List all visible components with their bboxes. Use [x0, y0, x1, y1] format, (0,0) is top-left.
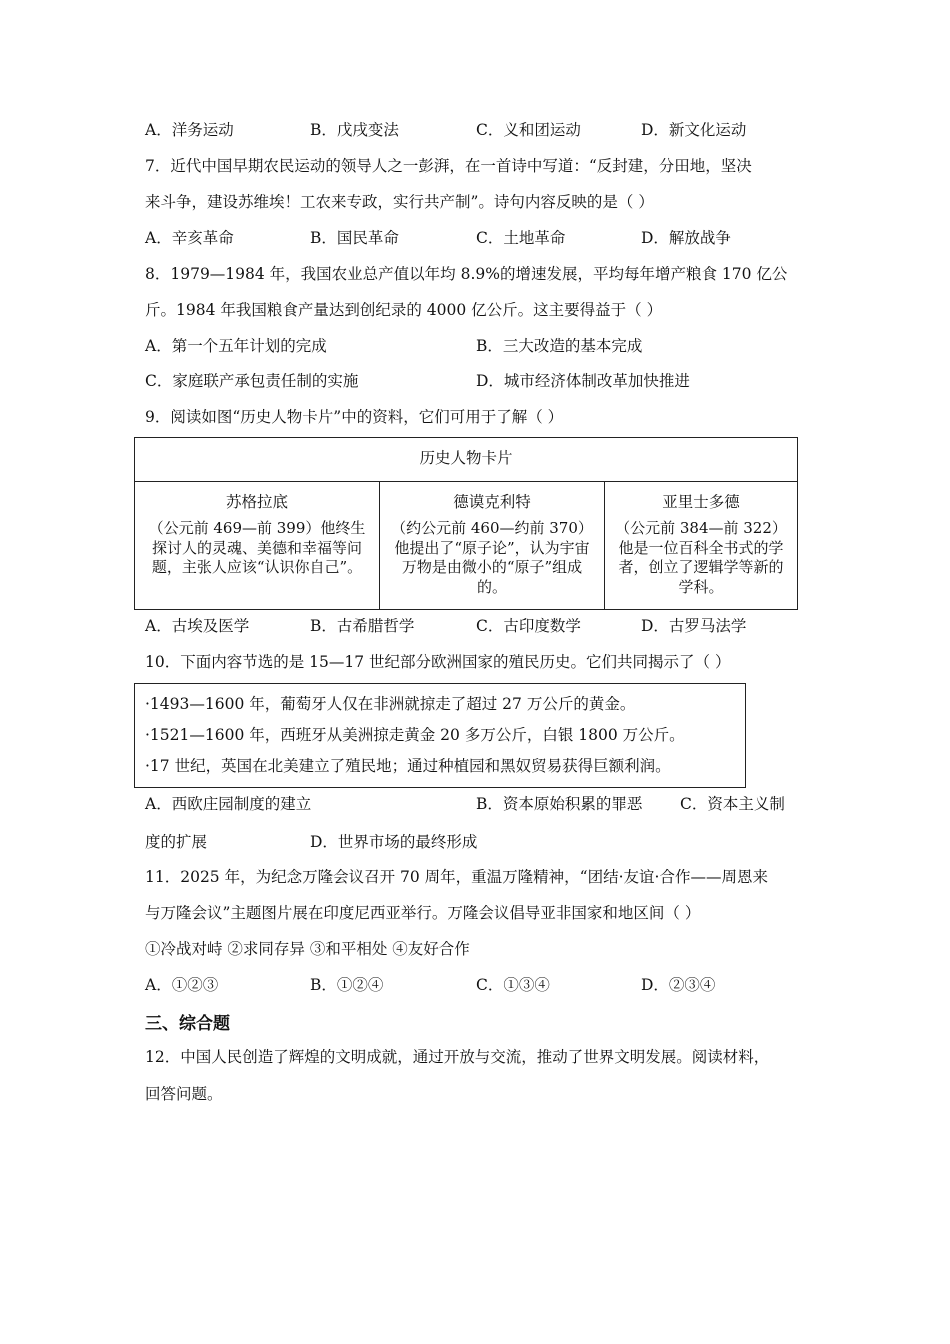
- q8-option-a: A．第一个五年计划的完成: [145, 337, 327, 355]
- card-person-name: 亚里士多德: [662, 493, 740, 511]
- q6-option-a: A．洋务运动: [145, 121, 234, 139]
- q7-stem-line1: 7．近代中国早期农民运动的领导人之一彭湃，在一首诗中写道：“反封建，分田地，坚决: [145, 157, 752, 175]
- excerpt-line: ·1493—1600 年，葡萄牙人仅在非洲就掠走了超过 27 万公斤的黄金。: [145, 695, 636, 713]
- q8-stem-line1: 8．1979—1984 年，我国农业总产值以年均 8.9%的增速发展，平均每年增产粮食 170 亿公: [145, 265, 788, 283]
- card-column-socrates: [135, 481, 380, 609]
- card-person-name: 苏格拉底: [225, 493, 288, 511]
- q11-stem-line1: 11．2025 年，为纪念万隆会议召开 70 周年，重温万隆精神，“团结·友谊·合作——周恩来: [145, 868, 768, 886]
- q10-option-b: B．资本原始积累的罪恶: [476, 795, 643, 813]
- q9-option-d: D．古罗马法学: [641, 617, 747, 635]
- q8-option-b: B．三大改造的基本完成: [476, 337, 643, 355]
- q10-option-c-cont: 度的扩展: [145, 833, 208, 851]
- q10-stem: 10．下面内容节选的是 15—17 世纪部分欧洲国家的殖民历史。它们共同揭示了（ ）: [145, 653, 731, 671]
- card-person-desc: （公元前 469—前 399）他终生探讨人的灵魂、美德和幸福等问题，主张人应该“认识你自己”。: [148, 519, 366, 576]
- q9-option-a: A．古埃及医学: [145, 617, 250, 635]
- q11-option-b: B．①②④: [310, 976, 384, 994]
- card-title: 历史人物卡片: [135, 438, 797, 482]
- q9-stem: 9．阅读如图“历史人物卡片”中的资料，它们可用于了解（ ）: [145, 408, 564, 426]
- q9-option-c: C．古印度数学: [476, 617, 581, 635]
- q8-option-c: C．家庭联产承包责任制的实施: [145, 372, 359, 390]
- q7-option-d: D．解放战争: [641, 229, 731, 247]
- q11-option-d: D．②③④: [641, 976, 716, 994]
- card-column-aristotle: [605, 481, 797, 609]
- q7-option-b: B．国民革命: [310, 229, 399, 247]
- card-column-democritus: [380, 481, 605, 609]
- q6-option-d: D．新文化运动: [641, 121, 747, 139]
- q7-option-c: C．土地革命: [476, 229, 566, 247]
- card-person-desc: （公元前 384—前 322）他是一位百科全书式的学者，创立了逻辑学等新的学科。: [615, 519, 787, 596]
- q11-option-c: C．①③④: [476, 976, 550, 994]
- q10-option-c: C．资本主义制: [680, 795, 785, 813]
- q8-stem-line2: 斤。1984 年我国粮食产量达到创纪录的 4000 亿公斤。这主要得益于（ ）: [145, 301, 663, 319]
- q11-option-a: A．①②③: [145, 976, 219, 994]
- q6-option-b: B．戊戌变法: [310, 121, 399, 139]
- q12-stem-line2: 回答问题。: [145, 1085, 223, 1103]
- q6-option-c: C．义和团运动: [476, 121, 581, 139]
- card-person-desc: （约公元前 460—约前 370）他提出了“原子论”，认为宇宙万物是由微小的“原子”组成的。: [391, 519, 593, 596]
- card-person-name: 德谟克利特: [453, 493, 531, 511]
- q7-stem-line2: 来斗争，建设苏维埃！工农来专政，实行共产制”。诗句内容反映的是（ ）: [145, 193, 654, 211]
- q10-option-d: D．世界市场的最终形成: [310, 833, 478, 851]
- q11-items: ①冷战对峙 ②求同存异 ③和平相处 ④友好合作: [145, 940, 470, 958]
- q7-option-a: A．辛亥革命: [145, 229, 234, 247]
- q12-stem-line1: 12．中国人民创造了辉煌的文明成就，通过开放与交流，推动了世界文明发展。阅读材料，: [145, 1048, 770, 1066]
- q9-option-b: B．古希腊哲学: [310, 617, 415, 635]
- q11-stem-line2: 与万隆会议”主题图片展在印度尼西亚举行。万隆会议倡导亚非国家和地区间（ ）: [145, 904, 701, 922]
- history-figure-card: [134, 437, 798, 610]
- excerpt-line: ·1521—1600 年，西班牙从美洲掠走黄金 20 多万公斤，白银 1800 万公斤。: [145, 726, 685, 744]
- excerpt-line: ·17 世纪，英国在北美建立了殖民地；通过种植园和黑奴贸易获得巨额利润。: [145, 757, 671, 775]
- q8-option-d: D．城市经济体制改革加快推进: [476, 372, 690, 390]
- q10-option-a: A．西欧庄园制度的建立: [145, 795, 312, 813]
- colonial-history-excerpt: [134, 683, 746, 788]
- section-title: 三、综合题: [145, 1014, 230, 1034]
